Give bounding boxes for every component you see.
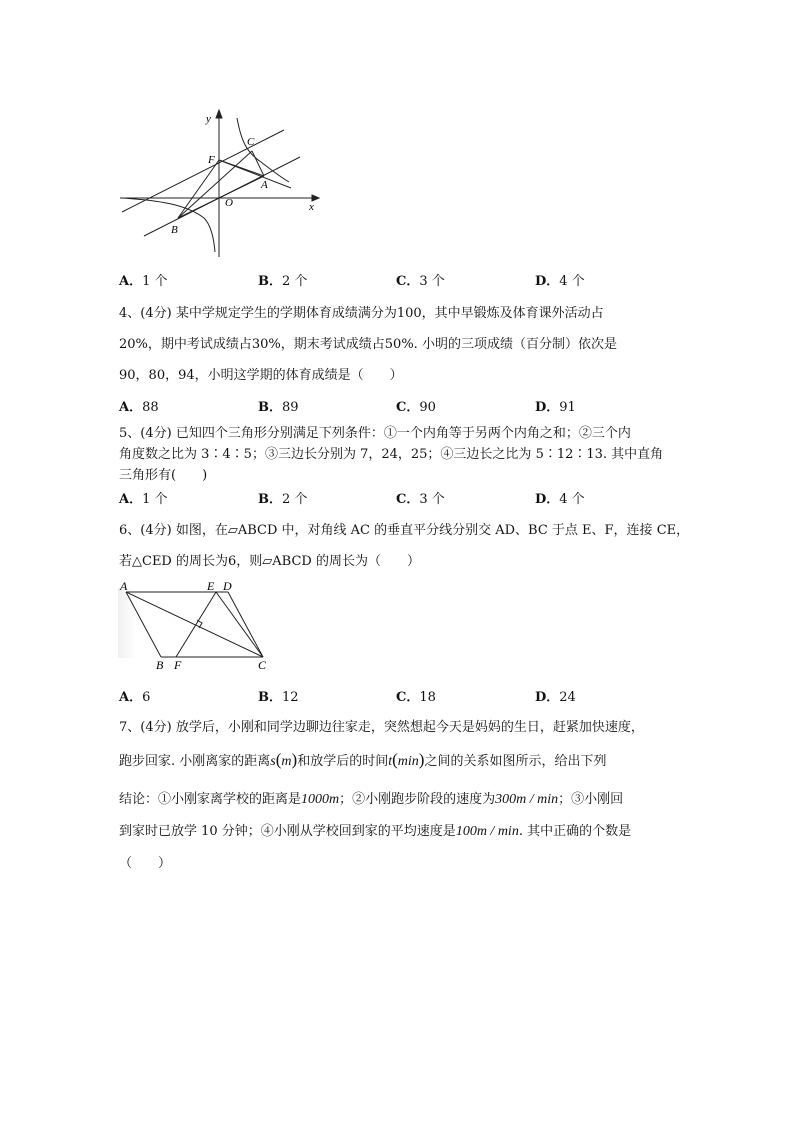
q4-option-c[interactable]: C．90 bbox=[396, 400, 436, 415]
q6-option-d[interactable]: D．24 bbox=[535, 690, 576, 705]
q5-option-c[interactable]: C．3 个 bbox=[396, 492, 445, 507]
q5-line-2: 角度数之比为 3∶4∶5；③三边长分别为 7，24，25；④三边长之比为 5∶12∶13. 其中直角 bbox=[119, 447, 664, 462]
q4-option-a[interactable]: A．88 bbox=[119, 400, 159, 415]
label-d: D bbox=[223, 579, 232, 593]
label-y: y bbox=[206, 113, 211, 125]
q6-option-a[interactable]: A．6 bbox=[119, 690, 151, 705]
q4-line-2: 20%，期中考试成绩占30%，期末考试成绩占50%. 小明的三项成绩（百分制）依次是 bbox=[119, 337, 617, 352]
q3-option-c[interactable]: C．3 个 bbox=[396, 274, 445, 289]
label-b: B bbox=[156, 658, 164, 672]
q5-option-b[interactable]: B．2 个 bbox=[258, 492, 308, 507]
label-b: B bbox=[171, 224, 178, 236]
label-x: x bbox=[309, 201, 314, 213]
q4-option-d[interactable]: D．91 bbox=[535, 400, 576, 415]
q3-option-d[interactable]: D．4 个 bbox=[535, 274, 585, 289]
q3-option-b[interactable]: B．2 个 bbox=[258, 274, 308, 289]
q5-line-3: 三角形有( ) bbox=[119, 468, 208, 483]
q4-option-b[interactable]: B．89 bbox=[258, 400, 299, 415]
label-c: C bbox=[247, 136, 255, 148]
parallelogram-figure bbox=[116, 578, 286, 673]
q5-option-d[interactable]: D．4 个 bbox=[535, 492, 585, 507]
q7-line-5: （ ） bbox=[119, 856, 172, 871]
hyperbola-figure bbox=[116, 100, 326, 260]
label-e: E bbox=[207, 579, 215, 593]
q6-line-1: 6、(4分) 如图，在▱ABCD 中，对角线 AC 的垂直平分线分别交 AD、BC 于点 E、F，连接 CE， bbox=[119, 523, 690, 538]
q3-option-a[interactable]: A．1 个 bbox=[119, 274, 168, 289]
label-a: A bbox=[120, 579, 128, 593]
q7-line-4: 到家时已放学 10 分钟；④小刚从学校回到家的平均速度是100m / min. 其中正确的个数是 bbox=[119, 824, 632, 839]
label-o: O bbox=[225, 197, 233, 209]
q4-line-1: 4、(4分) 某中学规定学生的学期体育成绩满分为100，其中早锻炼及体育课外活动占 bbox=[119, 306, 604, 321]
q6-option-b[interactable]: B．12 bbox=[258, 690, 299, 705]
q5-option-a[interactable]: A．1 个 bbox=[119, 492, 168, 507]
q7-line-1: 7、(4分) 放学后，小刚和同学边聊边往家走，突然想起今天是妈妈的生日，赶紧加快速度， bbox=[119, 720, 644, 735]
label-c: C bbox=[258, 658, 267, 672]
label-f: F bbox=[208, 154, 215, 166]
q6-option-c[interactable]: C．18 bbox=[396, 690, 436, 705]
q6-line-2: 若△CED 的周长为6，则▱ABCD 的周长为（ ） bbox=[119, 554, 420, 569]
label-f: F bbox=[174, 658, 182, 672]
q5-line-1: 5、(4分) 已知四个三角形分别满足下列条件：①一个内角等于另两个内角之和；②三个内 bbox=[119, 426, 631, 441]
q7-line-2: 跑步回家. 小刚离家的距离s(m)和放学后的时间t(min)之间的关系如图所示，给出下列 bbox=[119, 750, 607, 769]
label-a: A bbox=[261, 179, 268, 191]
q7-line-3: 结论：①小刚家离学校的距离是1000m；②小刚跑步阶段的速度为300m / min；③小刚回 bbox=[119, 792, 624, 807]
q4-line-3: 90，80，94，小明这学期的体育成绩是（ ） bbox=[119, 368, 403, 383]
